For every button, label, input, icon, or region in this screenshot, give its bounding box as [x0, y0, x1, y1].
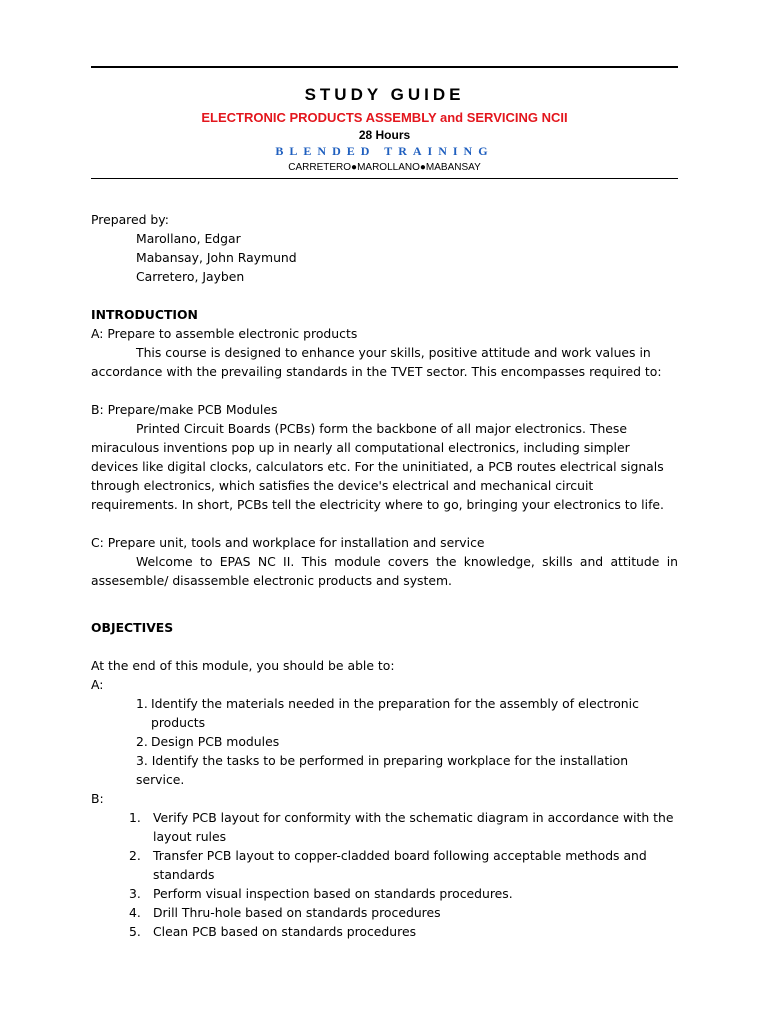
section-c-title: C: Prepare unit, tools and workplace for installation and service: [91, 535, 485, 550]
list-item: [91, 694, 678, 732]
list-item: [91, 884, 678, 903]
document-title: STUDY GUIDE: [304, 85, 465, 104]
list-item: [91, 808, 678, 846]
section-a-text: This course is designed to enhance your skills, positive attitude and work values in accordance with the prevailing standards in the TVET sector. This encompasses required to:: [91, 345, 662, 379]
prepared-by-label: Prepared by:: [91, 212, 169, 227]
list-item-number: 2.: [136, 734, 148, 749]
objectives-a-list: [91, 694, 678, 789]
list-item: [91, 922, 678, 941]
list-item-number: 3.: [129, 886, 141, 901]
list-item-number: 5.: [129, 924, 141, 939]
list-item-number: 3.: [136, 753, 148, 768]
list-item-text: Clean PCB based on standards procedures: [153, 924, 417, 939]
objectives-b-list: [91, 808, 678, 941]
preparer-name: Mabansay, John Raymund: [136, 250, 297, 265]
list-item-text: Design PCB modules: [151, 734, 280, 749]
list-item-text: Identify the materials needed in the preparation for the assembly of electronic products: [151, 696, 639, 730]
objectives-lead: At the end of this module, you should be able to:: [91, 658, 395, 673]
list-item-text: Drill Thru-hole based on standards procedures: [153, 905, 441, 920]
list-item-text: Verify PCB layout for conformity with the schematic diagram in accordance with the layout rules: [153, 810, 674, 844]
list-item-number: 2.: [129, 848, 141, 863]
program-title: ELECTRONIC PRODUCTS ASSEMBLY and SERVICING NCII: [201, 110, 568, 125]
duration-label: 28 Hours: [358, 128, 411, 142]
document-body: [91, 210, 678, 941]
header-top-rule: [91, 66, 678, 68]
list-item-number: 1.: [136, 696, 148, 711]
list-item-text: Perform visual inspection based on standards procedures.: [153, 886, 513, 901]
header-bottom-rule: [91, 178, 678, 179]
training-mode: BLENDED TRAINING: [275, 144, 494, 158]
objectives-heading: OBJECTIVES: [91, 620, 174, 635]
list-item-number: 1.: [129, 810, 141, 825]
list-item-text: Transfer PCB layout to copper-cladded board following acceptable methods and standards: [153, 848, 647, 882]
section-a-title: A: Prepare to assemble electronic products: [91, 326, 358, 341]
section-b-title: B: Prepare/make PCB Modules: [91, 402, 278, 417]
introduction-heading: INTRODUCTION: [91, 307, 198, 322]
objectives-b-label: B:: [91, 791, 104, 806]
section-c-text: Welcome to EPAS NC II. This module covers the knowledge, skills and attitude in assesemble/ disassemble electronic products and system.: [91, 554, 678, 588]
section-b-text: Printed Circuit Boards (PCBs) form the backbone of all major electronics. These miraculous inventions pop up in nearly all computational electronics, including simpler devices like digital clocks, calculators etc. For the uninitiated, a PCB routes electrical signals through electronics, which satisfies the device's electrical and mechanical circuit requirements. In short, PCBs tell the electricity where to go, bringing your electronics to life.: [91, 421, 664, 512]
preparer-name: Carretero, Jayben: [136, 269, 245, 284]
preparer-name: Marollano, Edgar: [136, 231, 241, 246]
list-item: [91, 751, 678, 789]
list-item: [91, 903, 678, 922]
authors-line: CARRETERO●MAROLLANO●MABANSAY: [288, 162, 481, 173]
list-item: [91, 732, 678, 751]
list-item: [91, 846, 678, 884]
objectives-a-label: A:: [91, 677, 104, 692]
list-item-text: Identify the tasks to be performed in preparing workplace for the installation service.: [136, 753, 629, 787]
list-item-number: 4.: [129, 905, 141, 920]
